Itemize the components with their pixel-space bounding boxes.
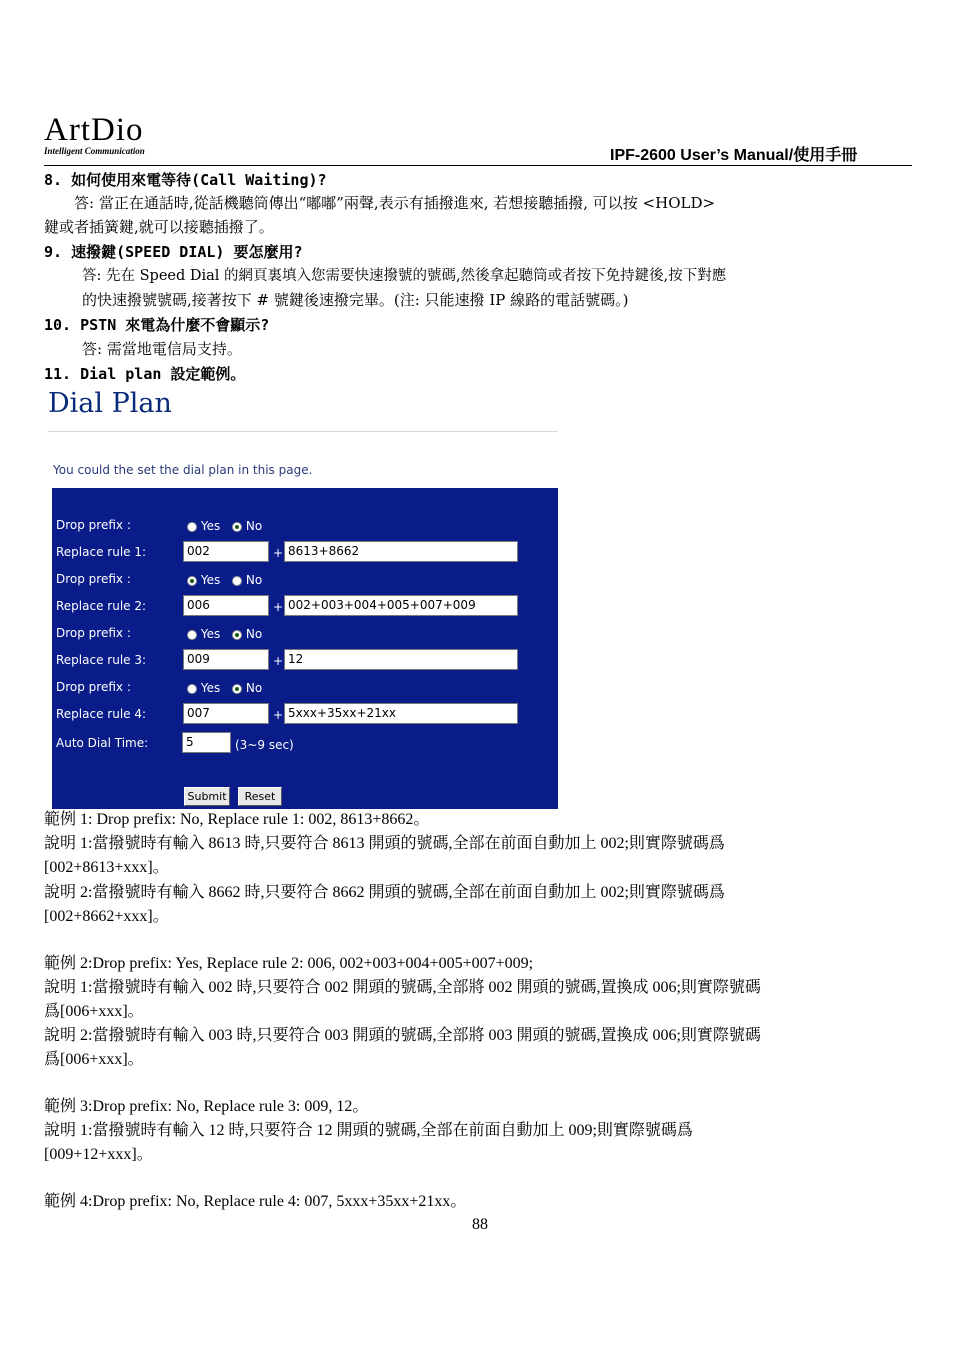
replace-rule-1-label: Replace rule 1: — [56, 545, 147, 559]
plus-sign: + — [273, 600, 284, 614]
replace-rule-4-label: Replace rule 4: — [56, 707, 147, 721]
drop-prefix-radios-3 — [187, 627, 262, 641]
drop-prefix-label-2: Drop prefix : — [56, 572, 131, 586]
example-3-note-1-line2: [009+12+xxx]。 — [44, 1146, 153, 1163]
replace-rule-1-from-input[interactable]: 002 — [183, 541, 269, 562]
auto-dial-time-input[interactable]: 5 — [182, 732, 231, 753]
reset-button[interactable]: Reset — [238, 787, 282, 806]
drop-prefix-2-yes-radio[interactable] — [187, 576, 197, 586]
drop-prefix-4-yes-radio[interactable] — [187, 684, 197, 694]
faq-answer-10: 答: 需當地電信局支持。 — [82, 340, 242, 358]
replace-rule-1-to-input[interactable]: 8613+8662 — [284, 541, 518, 562]
replace-rule-3-label: Replace rule 3: — [56, 653, 147, 667]
manual-title: IPF-2600 User’s Manual/使用手冊 — [610, 147, 858, 164]
dialplan-description: You could the set the dial plan in this page. — [53, 463, 313, 477]
faq-answer-9-line2: 的快速撥號號碼,接著按下 # 號鍵後速撥完畢。(注: 只能速撥 IP 線路的電話號碼。) — [82, 291, 629, 309]
yes-label: Yes — [200, 681, 221, 695]
faq-answer-9-line1: 答: 先在 Speed Dial 的網頁裏填入您需要快速撥號的號碼,然後拿起聽筒或者按下免持鍵後,按下對應 — [82, 268, 727, 284]
no-label: No — [245, 519, 263, 533]
faq-question-10: 10. PSTN 來電為什麼不會顯示? — [44, 316, 270, 334]
auto-dial-time-hint: (3~9 sec) — [235, 738, 294, 752]
example-2-note-2-line2: 爲[006+xxx]。 — [44, 1051, 144, 1068]
example-1-note-2-line2: [002+8662+xxx]。 — [44, 908, 169, 925]
example-1-note-1-line2: [002+8613+xxx]。 — [44, 859, 169, 876]
example-1-note-2-line1: 說明 2:當撥號時有輸入 8662 時,只要符合 8662 開頭的號碼,全部在前面自動加上 002;則實際號碼爲 — [44, 884, 725, 901]
example-2-note-1-line1: 說明 1:當撥號時有輸入 002 時,只要符合 002 開頭的號碼,全部將 002 開頭的號碼,置換成 006;則實際號碼 — [44, 979, 761, 996]
plus-sign: + — [273, 654, 284, 668]
drop-prefix-radios-4 — [187, 681, 262, 695]
faq-answer-8-line2: 鍵或者插簧鍵,就可以接聽插撥了。 — [44, 218, 274, 236]
drop-prefix-label-4: Drop prefix : — [56, 680, 131, 694]
drop-prefix-label-3: Drop prefix : — [56, 626, 131, 640]
replace-rule-2-from-input[interactable]: 006 — [183, 595, 269, 616]
logo-tagline: Intelligent Communication — [44, 146, 145, 156]
drop-prefix-2-no-radio[interactable] — [232, 576, 242, 586]
no-label: No — [245, 681, 263, 695]
plus-sign: + — [273, 546, 284, 560]
replace-rule-4-to-input[interactable]: 5xxx+35xx+21xx — [284, 703, 518, 724]
faq-question-8: 8. 如何使用來電等待(Call Waiting)? — [44, 171, 327, 189]
yes-label: Yes — [200, 573, 221, 587]
replace-rule-2-to-input[interactable]: 002+003+004+005+007+009 — [284, 595, 518, 616]
plus-sign: + — [273, 708, 284, 722]
replace-rule-2-label: Replace rule 2: — [56, 599, 147, 613]
yes-label: Yes — [200, 627, 221, 641]
no-label: No — [245, 627, 263, 641]
faq-question-9: 9. 速撥鍵(SPEED DIAL) 要怎麼用? — [44, 243, 303, 261]
faq-question-11: 11. Dial plan 設定範例。 — [44, 365, 246, 383]
submit-button[interactable]: Submit — [184, 787, 230, 806]
header-divider — [44, 165, 912, 166]
drop-prefix-4-no-radio[interactable] — [232, 684, 242, 694]
drop-prefix-radios-1 — [187, 519, 262, 533]
example-2-title: 範例 2:Drop prefix: Yes, Replace rule 2: 006, 002+003+004+005+007+009; — [44, 955, 534, 972]
drop-prefix-label-1: Drop prefix : — [56, 518, 131, 532]
dialplan-title: Dial Plan — [48, 388, 172, 419]
drop-prefix-1-no-radio[interactable] — [232, 522, 242, 532]
replace-rule-4-from-input[interactable]: 007 — [183, 703, 269, 724]
example-3-title: 範例 3:Drop prefix: No, Replace rule 3: 009, 12。 — [44, 1098, 369, 1115]
replace-rule-3-to-input[interactable]: 12 — [284, 649, 518, 670]
faq-answer-8-line1: 答: 當正在通話時,從話機聽筒傳出“嘟嘟”兩聲,表示有插撥進來, 若想接聽插撥, 可以按 <HOLD> — [74, 194, 716, 212]
page-number: 88 — [472, 1216, 488, 1233]
auto-dial-time-label: Auto Dial Time: — [56, 736, 149, 750]
no-label: No — [245, 573, 263, 587]
replace-rule-3-from-input[interactable]: 009 — [183, 649, 269, 670]
example-2-note-1-line2: 爲[006+xxx]。 — [44, 1003, 144, 1020]
dialplan-form-panel — [52, 488, 558, 809]
drop-prefix-3-no-radio[interactable] — [232, 630, 242, 640]
example-3-note-1-line1: 說明 1:當撥號時有輸入 12 時,只要符合 12 開頭的號碼,全部在前面自動加上 009;則實際號碼爲 — [44, 1122, 693, 1139]
example-1-title: 範例 1: Drop prefix: No, Replace rule 1: 002, 8613+8662。 — [44, 811, 430, 828]
example-4-title: 範例 4:Drop prefix: No, Replace rule 4: 007, 5xxx+35xx+21xx。 — [44, 1193, 467, 1210]
yes-label: Yes — [200, 519, 221, 533]
example-2-note-2-line1: 說明 2:當撥號時有輸入 003 時,只要符合 003 開頭的號碼,全部將 003 開頭的號碼,置換成 006;則實際號碼 — [44, 1027, 761, 1044]
example-1-note-1-line1: 說明 1:當撥號時有輸入 8613 時,只要符合 8613 開頭的號碼,全部在前面自動加上 002;則實際號碼爲 — [44, 835, 725, 852]
drop-prefix-radios-2 — [187, 573, 262, 587]
artdio-logo: ArtDio — [44, 112, 144, 148]
drop-prefix-3-yes-radio[interactable] — [187, 630, 197, 640]
dialplan-divider — [48, 431, 558, 432]
drop-prefix-1-yes-radio[interactable] — [187, 522, 197, 532]
